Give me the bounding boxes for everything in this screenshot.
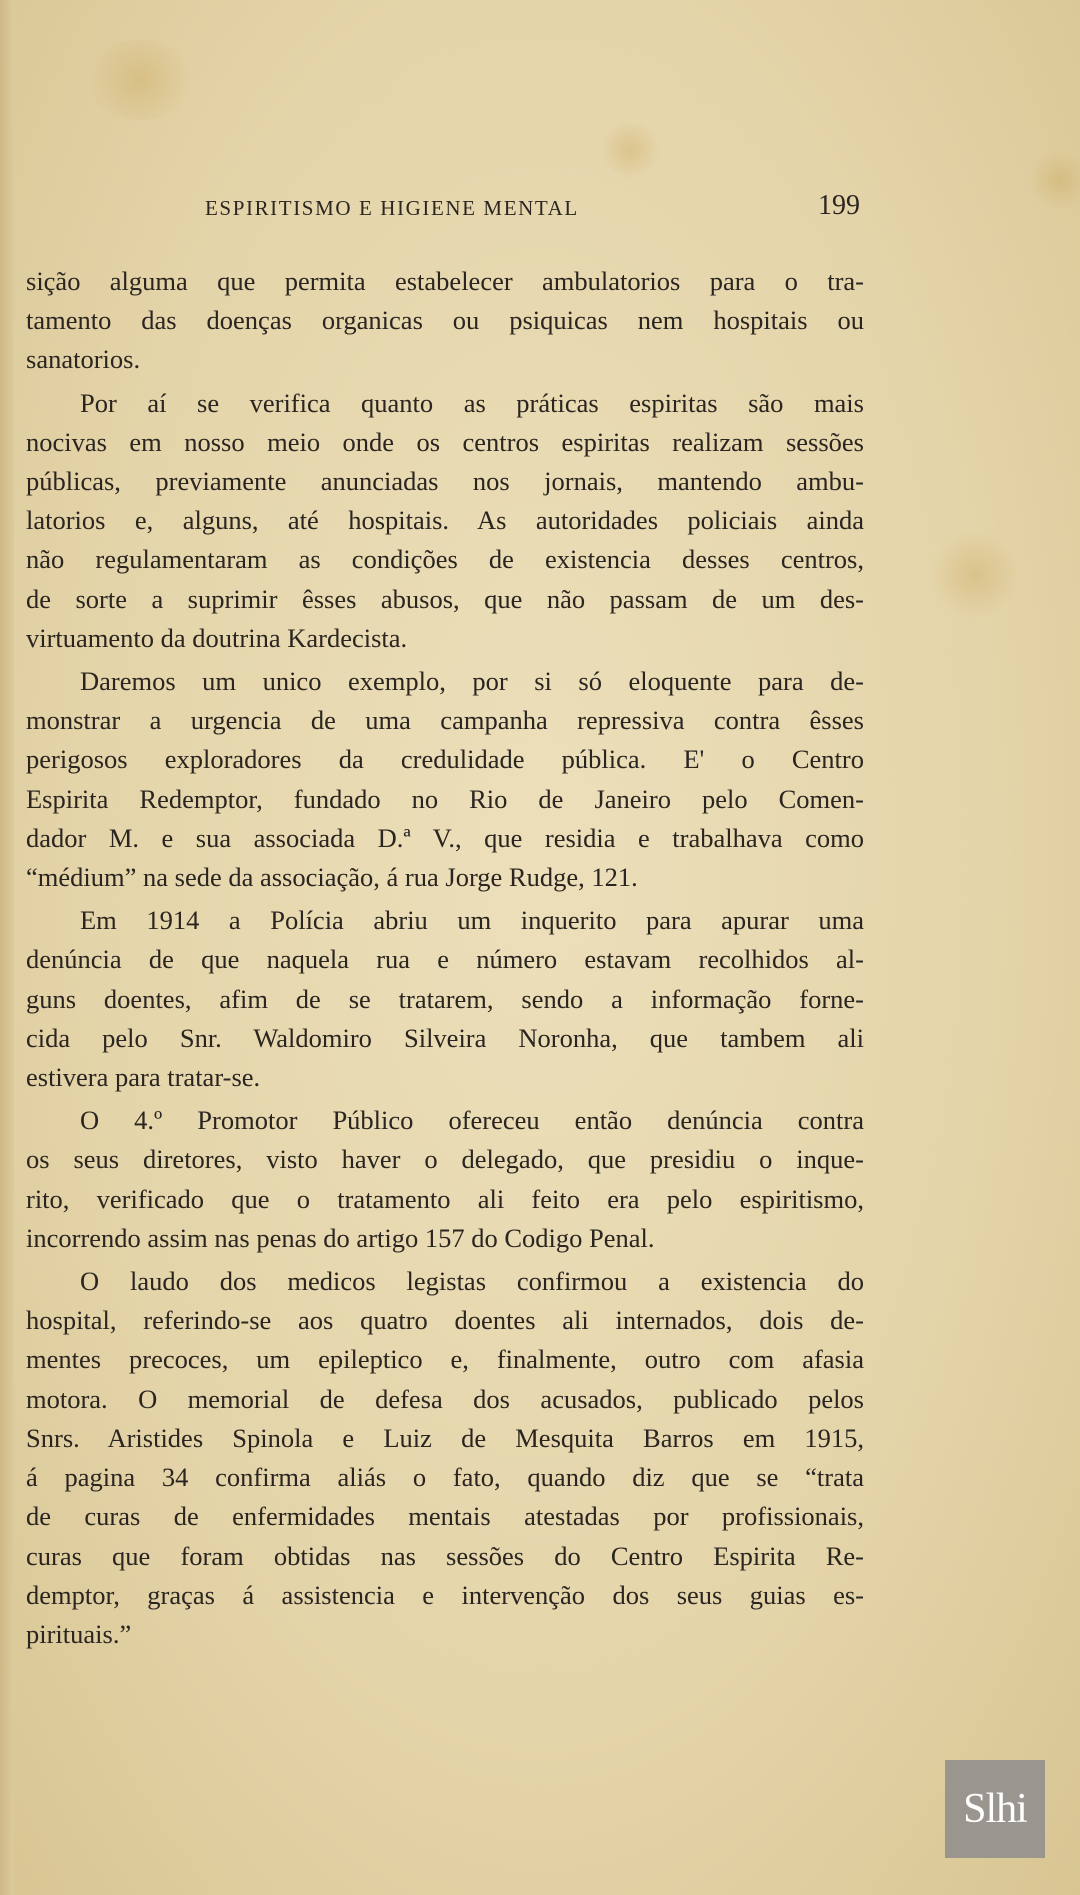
paragraph [26, 1262, 864, 1654]
text-line: Snrs. Aristides Spinola e Luiz de Mesquita Barros em 1915, [26, 1422, 864, 1453]
body-text [26, 262, 864, 1654]
text-line: rito, verificado que o tratamento ali feito era pelo espiritismo, [26, 1183, 864, 1214]
text-line: públicas, previamente anunciadas nos jornais, mantendo ambu- [26, 466, 864, 497]
text-line: os seus diretores, visto haver o delegado, que presidiu o inque- [26, 1144, 864, 1175]
text-line: não regulamentaram as condições de existencia desses centros, [26, 544, 864, 575]
text-line: Por aí se verifica quanto as práticas espiritas são mais [80, 387, 864, 418]
paragraph [26, 1101, 864, 1258]
text-line: demptor, graças á assistencia e intervenção dos seus guias es- [26, 1579, 864, 1610]
text-line: virtuamento da doutrina Kardecista. [26, 622, 408, 653]
text-line: sição alguma que permita estabelecer ambulatorios para o tra- [26, 266, 864, 296]
text-line: nocivas em nosso meio onde os centros espiritas realizam sessões [26, 426, 864, 457]
text-line: motora. O memorial de defesa dos acusados, publicado pelos [26, 1383, 864, 1414]
text-line: Espirita Redemptor, fundado no Rio de Janeiro pelo Comen- [26, 783, 864, 814]
text-line: curas que foram obtidas nas sessões do Centro Espirita Re- [26, 1540, 864, 1571]
text-line: Em 1914 a Polícia abriu um inquerito para apurar uma [80, 905, 864, 936]
text-line: O laudo dos medicos legistas confirmou a existencia do [80, 1266, 864, 1297]
paper-stain [600, 120, 660, 180]
paragraph [26, 901, 864, 1097]
page-gutter-edge [0, 0, 14, 1895]
paragraph [26, 384, 864, 658]
text-line: cida pelo Snr. Waldomiro Silveira Noronha, que tambem ali [26, 1022, 864, 1053]
paper-stain [1030, 150, 1080, 210]
text-line: estivera para tratar-se. [26, 1062, 261, 1093]
text-line: sanatorios. [26, 344, 141, 375]
text-line: denúncia de que naquela rua e número estavam recolhidos al- [26, 944, 864, 975]
text-line: O 4.º Promotor Público ofereceu então denúncia contra [80, 1105, 864, 1136]
text-line: tamento das doenças organicas ou psiquicas nem hospitais ou [26, 305, 864, 336]
text-line: latorios e, alguns, até hospitais. As autoridades policiais ainda [26, 505, 864, 536]
text-line: guns doentes, afim de se tratarem, sendo a informação forne- [26, 983, 864, 1014]
text-line: perigosos exploradores da credulidade pública. E' o Centro [26, 744, 864, 775]
text-line: de sorte a suprimir êsses abusos, que não passam de um des- [26, 583, 864, 614]
paragraph [26, 262, 864, 380]
paper-stain [930, 530, 1020, 620]
page-number: 199 [818, 190, 860, 221]
paragraph [26, 662, 864, 897]
text-line: de curas de enfermidades mentais atestadas por profissionais, [26, 1501, 864, 1532]
library-logo: Slhi [945, 1760, 1045, 1858]
text-line: monstrar a urgencia de uma campanha repressiva contra êsses [26, 705, 864, 736]
text-line: dador M. e sua associada D.ª V., que residia e trabalhava como [26, 822, 864, 853]
running-title: ESPIRITISMO E HIGIENE MENTAL [205, 196, 579, 220]
text-line: Daremos um unico exemplo, por si só eloquente para de- [80, 666, 864, 697]
running-head [205, 190, 860, 230]
text-line: pirituais.” [26, 1618, 132, 1649]
text-line: á pagina 34 confirma aliás o fato, quando diz que se “trata [26, 1462, 864, 1493]
text-line: mentes precoces, um epileptico e, finalmente, outro com afasia [26, 1344, 864, 1375]
text-line: incorrendo assim nas penas do artigo 157 do Codigo Penal. [26, 1222, 655, 1253]
paper-stain [80, 40, 200, 120]
text-line: hospital, referindo-se aos quatro doentes ali internados, dois de- [26, 1305, 864, 1336]
text-line: “médium” na sede da associação, á rua Jorge Rudge, 121. [26, 862, 638, 893]
